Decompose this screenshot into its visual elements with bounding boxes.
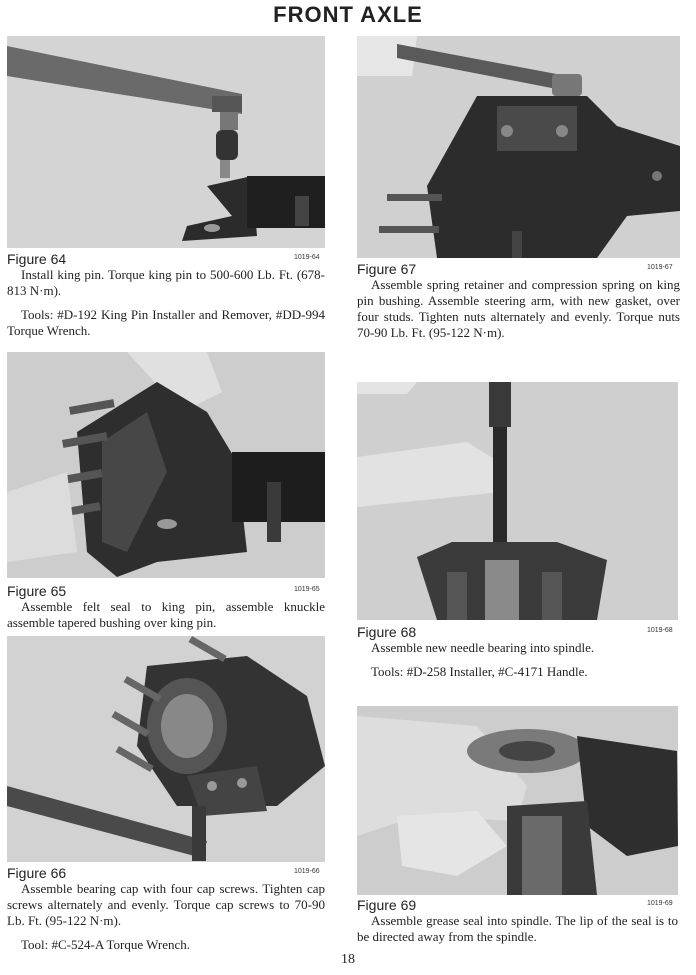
figure-66-text [7,881,325,953]
figure-68-paragraph: Tools: #D-258 Installer, #C-4171 Handle. [371,664,588,679]
figure-67-paragraph: Assemble spring retainer and compression spring on king pin bushing. Assemble steering arm, with new gasket, over four studs. Tighten nuts alternately and evenly. Torque nuts 70-90 Lb. Ft. (95-122 N·m). [357,277,680,340]
figure-66-paragraph: Assemble bearing cap with four cap screws. Tighten cap screws alternately and evenly. Torque cap screws to 70-90 Lb. Ft. (95-122 N·m). [7,881,325,928]
figure-64-photo [7,36,325,248]
figure-67-text [357,277,680,341]
page-title: FRONT AXLE [273,2,423,27]
figure-69-text [357,913,678,945]
figure-67-photo [357,36,680,258]
figure-64-text [7,267,325,339]
figure-65-label: Figure 65 [7,583,67,599]
figure-66-photo [7,636,325,862]
figure-64-paragraph: Install king pin. Torque king pin to 500-600 Lb. Ft. (678-813 N·m). [7,267,325,298]
figure-66-code: 1019-66 [294,868,320,875]
figure-68-photo [357,382,678,620]
page-number: 18 [341,952,355,967]
figure-69-code: 1019-69 [647,900,673,907]
figure-69-label: Figure 69 [357,897,417,913]
figure-68-text [357,640,678,680]
figure-67-label: Figure 67 [357,261,417,277]
figure-66-paragraph: Tool: #C-524-A Torque Wrench. [21,937,191,952]
figure-68-paragraph: Assemble new needle bearing into spindle. [371,640,595,655]
figure-67-code: 1019-67 [647,264,673,271]
figure-64-code: 1019-64 [294,254,320,261]
figure-64-paragraph: Tools: #D-192 King Pin Installer and Remover, #DD-994 Torque Wrench. [7,307,325,338]
figure-68-label: Figure 68 [357,624,417,640]
figure-65-paragraph: Assemble felt seal to king pin, assemble knuckle assemble tapered bushing over king pin. [7,599,325,630]
figure-69-paragraph: Assemble grease seal into spindle. The lip of the seal is to be directed away from the spindle. [357,913,678,944]
figure-65-text [7,599,325,631]
figure-65-code: 1019-65 [294,586,320,593]
figure-69-photo [357,706,678,895]
figure-64-label: Figure 64 [7,251,67,267]
figure-65-photo [7,352,325,578]
figure-68-code: 1019-68 [647,627,673,634]
figure-66-label: Figure 66 [7,865,67,881]
